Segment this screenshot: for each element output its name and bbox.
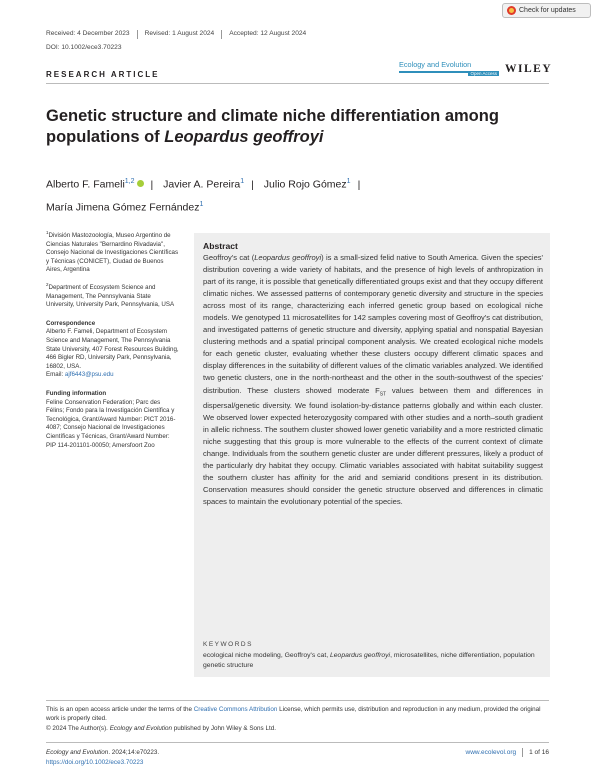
author-affiliation[interactable]: 1 [346, 178, 351, 185]
title-main: Genetic structure and climate niche differentiation among populations of [46, 107, 499, 146]
author-name[interactable]: María Jimena Gómez Fernández [46, 201, 200, 213]
footer-citation: Ecology and Evolution. 2024;14:e70223. https://doi.org/10.1002/ece3.70223 [46, 749, 160, 766]
received-date: Received: 4 December 2023 [46, 30, 130, 37]
orcid-icon[interactable] [137, 180, 144, 187]
website-link[interactable]: www.ecolevol.org [465, 749, 517, 756]
footer-separator [522, 748, 523, 757]
keywords-heading: KEYWORDS [203, 641, 253, 648]
author-affiliation[interactable]: 1 [199, 200, 204, 208]
date-divider [137, 30, 138, 39]
license-divider [46, 700, 549, 701]
journal-logo[interactable] [399, 60, 499, 76]
affiliation: $^1$División Mastozoología, Museo Argentino de Ciencias Naturales "Bernardino Rivadavia", Consejo Nacional de Investigaciones Científicas y Técnicas (CONICET), Ciudad de Buenos Aires, Argentina [46, 230, 179, 274]
footer-page-info [466, 748, 549, 757]
abstract-heading: Abstract [203, 241, 238, 251]
section-label: RESEARCH ARTICLE [46, 70, 160, 79]
article-title [46, 106, 546, 148]
author-name[interactable]: Julio Rojo Gómez [263, 178, 347, 191]
author-name[interactable]: Alberto F. Fameli [46, 178, 125, 191]
abstract-text: Geoffroy's cat (Leopardus geoffroyi) is a small-sized felid native to South America. Given the species' distribution covering a wide variety of habitats, and the presence of high levels of anthropization in part of its range, it is possible that genetically differentiated groups exist and that they occupy different climatic niches. We assessed patterns of contemporary genetic diversity and structure in the species across most of its range, characterizing each inferred genetic group based on ecological niche models. We genotyped 11 microsatellites for 142 samples covering most of Geoffroy's cat distribution, and investigated patterns of genetic structure and diversity, applying spatial and nonspatial Bayesian clustering methods and a spatial principal component analysis. We created ecological niche models for each genetic cluster, evaluating whether these clusters occupy different climatic spaces and display differences in the suitability of different values of the climatic variables analyzed. We identified two genetic clusters, one in the north-northeast and the other in the south-southwest of the species' distribution. These clusters showed moderate $F_{ST}$ values between them and differences in dispersal/genetic diversity. We found isolation-by-distance patterns globally and within each cluster. We observed lower expected heterozygosity compared with other studies and a north–south gradient in allelic richness. The southern cluster showed lower genetic variability and a more restricted climatic niche suggesting that this group is more vulnerable to the effects of the current context of climate change. Individuals from the southern genetic cluster are under different pressures, likely a product of the particularly dry habitat they occupy. Climatic variables associated with habitat suitability suggest the southern cluster has affinity for the arid and semiarid conditions present in its distribution. Conservation measures should consider the genetic structure observed and differences in climatic spaces to maintain the evolutionary potential of the species. [203, 253, 543, 507]
correspondence-text: Alberto F. Fameli, Department of Ecosystem Science and Management, The Pennsylvania State University, 407 Forest Resources Building, 466 Bigler RD, University Park, Pennsylvania, 16802, USA. Email: ajf6443@psu.edu [46, 328, 179, 379]
check-for-updates-label: Check for updates [519, 7, 576, 14]
date-divider [221, 30, 222, 39]
article-doi: DOI: 10.1002/ece3.70223 [46, 44, 122, 51]
accepted-date: Accepted: 12 August 2024 [229, 30, 307, 37]
funding-text: Feline Conservation Federation; Parc des Félins; Fondo para la Investigación Científica y Tecnológica, Grant/Award Number: PICT 2016-4087; Consejo Nacional de Investigaciones Científicas y Técnicas, Grant/Award Number: PIP 114-201101-00050; Amersfoort Zoo [46, 398, 176, 449]
title-species: Leopardus geoffroyi [164, 128, 324, 146]
check-for-updates-button[interactable] [502, 3, 591, 18]
journal-name: Ecology and Evolution [399, 60, 472, 69]
crossmark-icon [507, 6, 516, 15]
author-affiliation[interactable]: 1,2 [124, 178, 135, 185]
cc-license-link[interactable]: Creative Commons Attribution [193, 706, 278, 713]
correspondence-heading: Correspondence [46, 319, 96, 327]
email-link[interactable]: ajf6443@psu.edu [64, 371, 114, 379]
author-list: Alberto F. Fameli$^{1,2}$ | Javier A. Pereira$^1$ | Julio Rojo Gómez$^1$ | María Jimena Gómez Fernández$^1$ [46, 178, 361, 213]
article-dates [46, 30, 306, 39]
footer-divider [46, 742, 549, 743]
author-name[interactable]: Javier A. Pereira [163, 178, 241, 191]
open-access-badge: Open Access [470, 71, 497, 76]
keywords-text: ecological niche modeling, Geoffroy's cat, Leopardus geoffroyi, microsatellites, niche differentiation, population genetic structure [203, 652, 535, 669]
article-sidebar [46, 229, 180, 456]
funding-heading: Funding information [46, 390, 107, 398]
header-divider [46, 83, 549, 84]
revised-date: Revised: 1 August 2024 [144, 30, 215, 37]
affiliation: $^2$Department of Ecosystem Science and Management, The Pennsylvania State University, University Park, Pennsylvania, USA [46, 282, 175, 309]
page-number: 1 of 16 [529, 749, 549, 756]
license-text: This is an open access article under the terms of the Creative Commons Attribution License, which permits use, distribution and reproduction in any medium, provided the original work is properly cited. © 2024 The Author(s). Ecology and Evolution published by John Wiley & Sons Ltd. [46, 706, 541, 732]
doi-link[interactable]: https://doi.org/10.1002/ece3.70223 [46, 758, 144, 766]
publisher-logo: WILEY [505, 63, 553, 75]
author-affiliation[interactable]: 1 [240, 178, 245, 185]
